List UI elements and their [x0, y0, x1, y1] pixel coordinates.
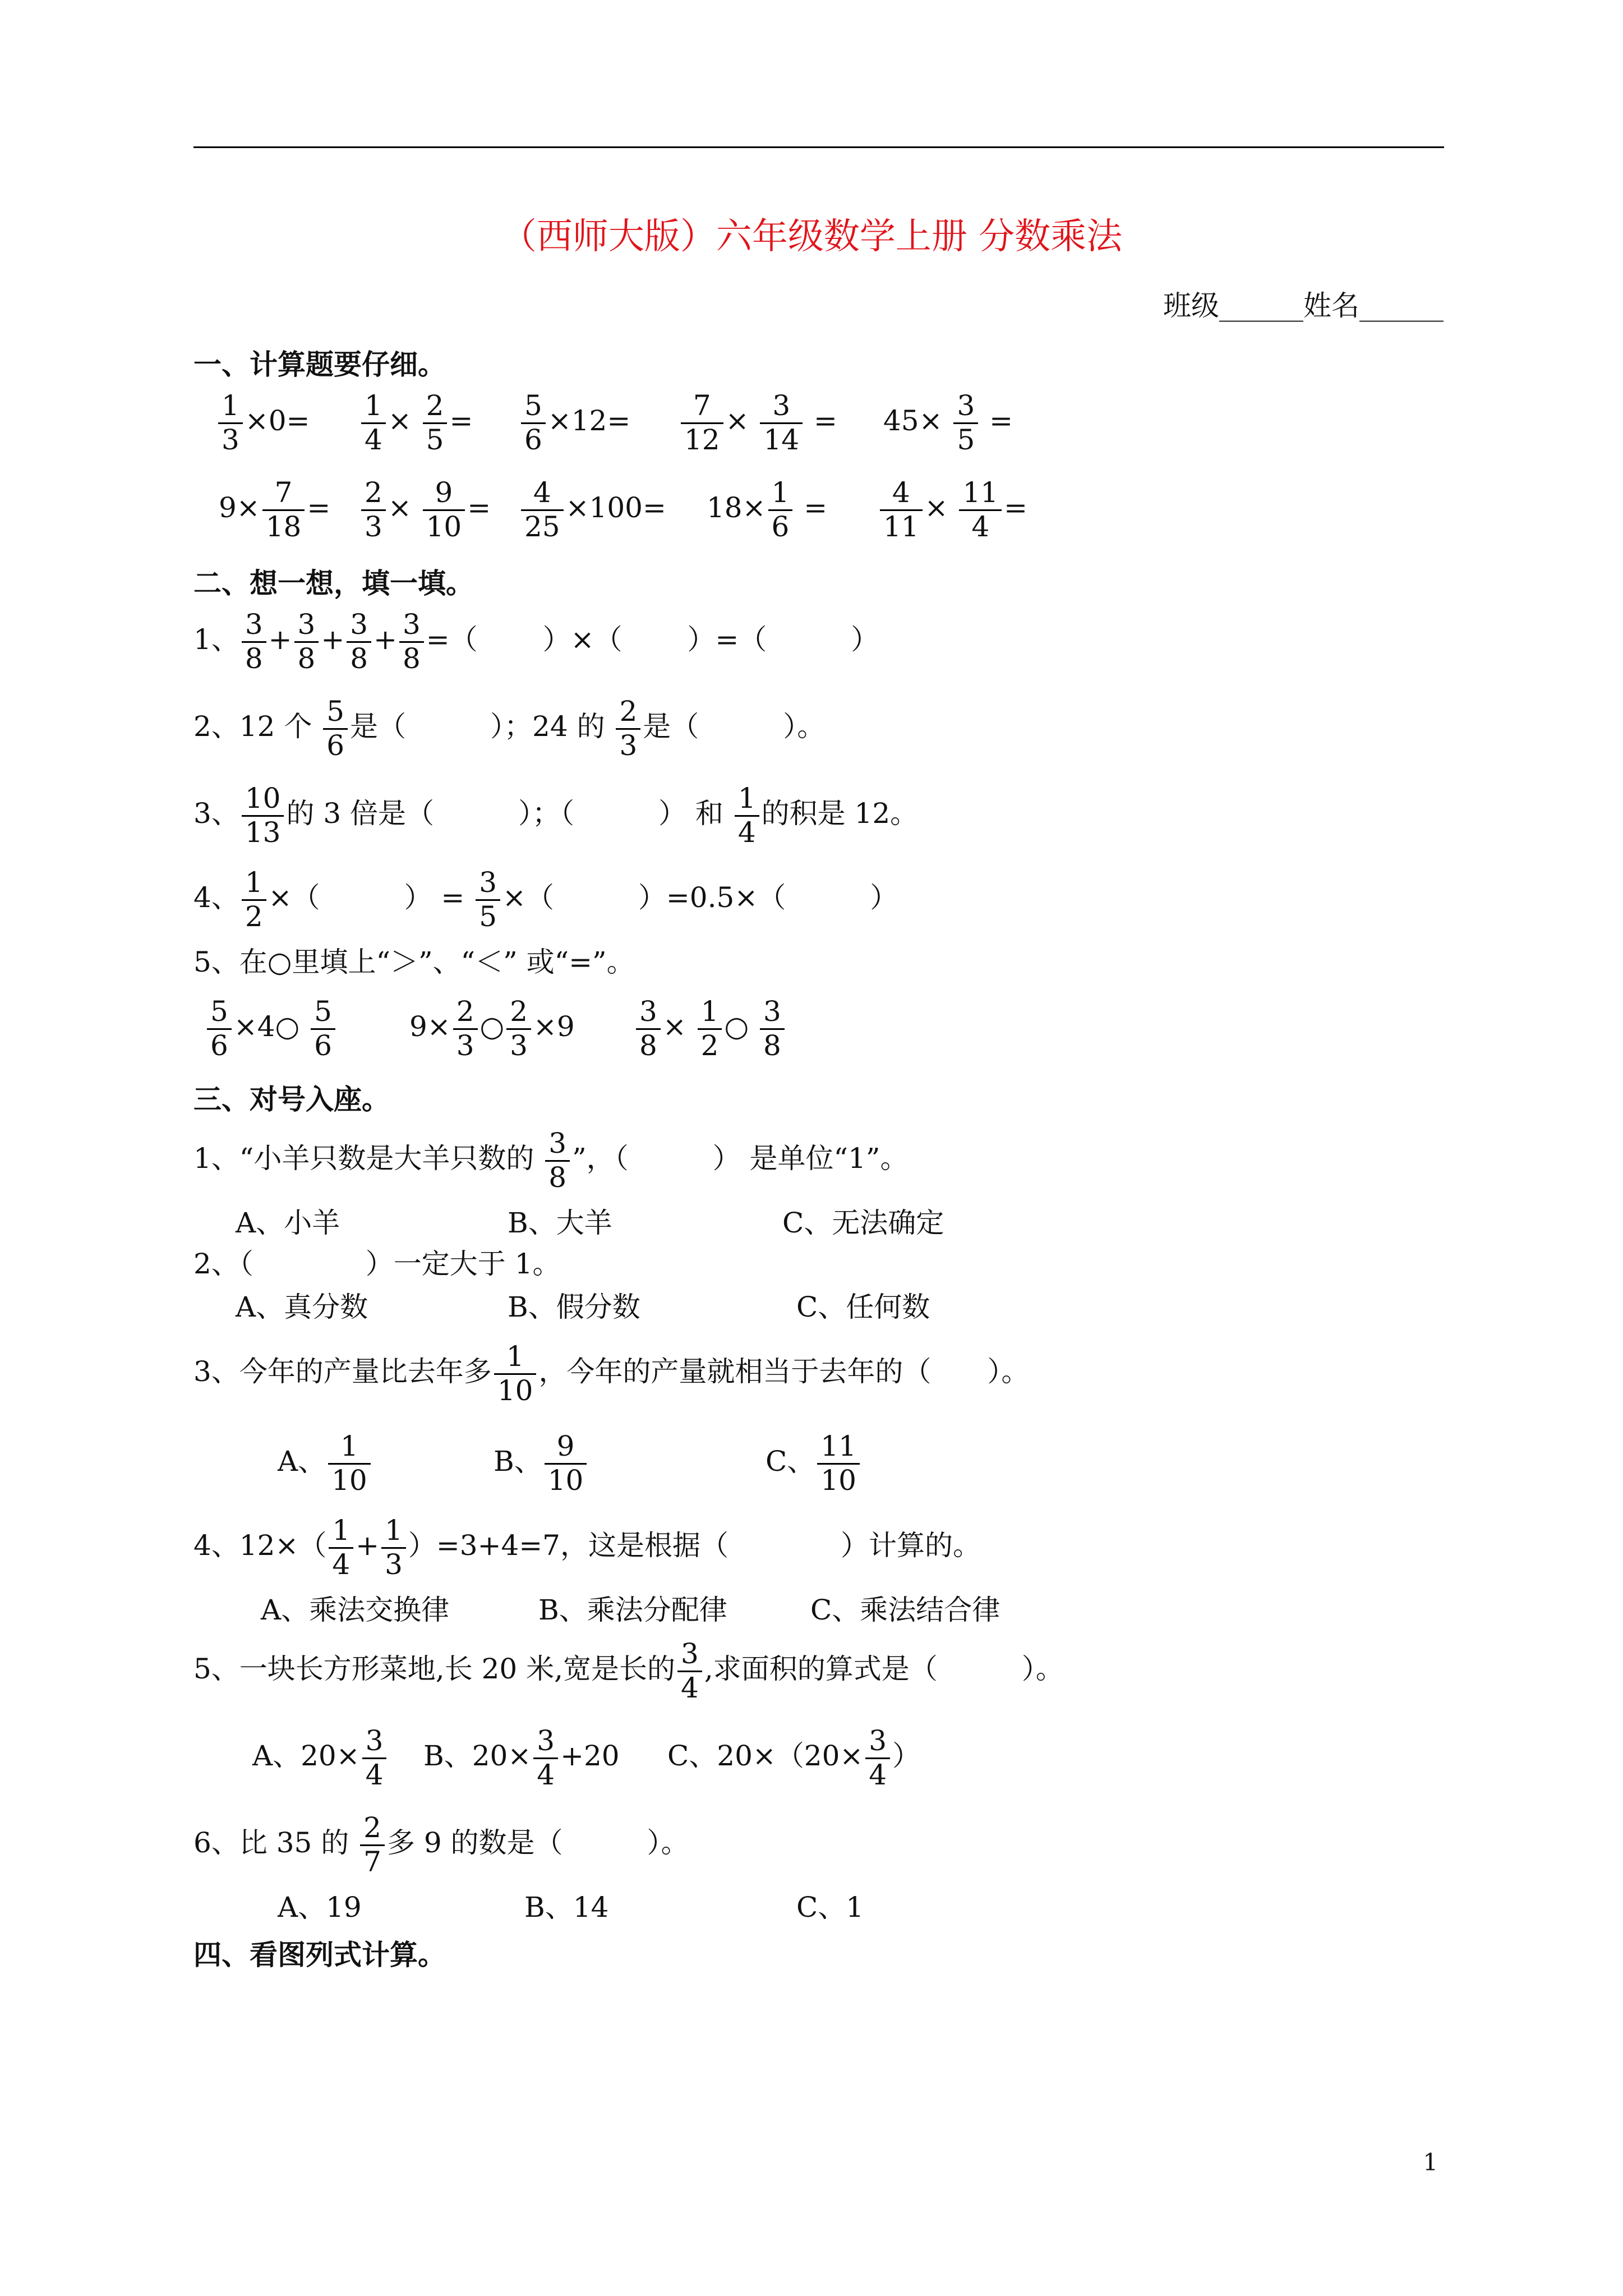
class-name-field[interactable]: 班级______姓名______	[1163, 289, 1444, 322]
fraction: $\frac{3}{4}$	[533, 1725, 558, 1791]
fraction: $\frac{3}{4}$	[677, 1638, 702, 1704]
calc-r2c2: $\frac{2}{3}$ × $\frac{9}{10}$ =	[359, 477, 491, 543]
choice-q3-opt-b[interactable]: B、 $\frac{9}{10}$	[494, 1430, 589, 1497]
choice-q4-opt-c[interactable]: C、乘法结合律	[810, 1594, 1000, 1626]
compare-c: $\frac{3}{8}$ × $\frac{1}{2}$ ○ $\frac{3}{8}$	[634, 996, 787, 1062]
fill-q5: 5、在○里填上“＞”、“＜” 或“=”。	[193, 946, 635, 978]
fraction: $\frac{7}{18}$	[262, 477, 305, 543]
choice-q5-opt-a[interactable]: A、20× $\frac{3}{4}$	[252, 1725, 389, 1791]
fraction: $\frac{3}{14}$	[760, 390, 803, 456]
section-3-heading: 三、对号入座。	[193, 1083, 390, 1116]
fraction: $\frac{11}{4}$	[959, 477, 1002, 543]
fraction: $\frac{1}{10}$	[328, 1430, 371, 1497]
choice-q1: 1、“小羊只数是大羊只数的 $\frac{3}{8}$ ”，（ ） 是单位“1”。	[193, 1127, 909, 1194]
calc-r1c3: $\frac{5}{6}$ ×12=	[519, 390, 630, 456]
section-2-heading: 二、想一想，填一填。	[193, 567, 474, 600]
choice-q2-opt-a[interactable]: A、真分数	[236, 1291, 368, 1323]
choice-q2-opt-c[interactable]: C、任何数	[796, 1291, 930, 1323]
fill-q2: 2、12 个 $\frac{5}{6}$ 是（ ）；24 的 $\frac{2}{3}$ 是（ ）。	[193, 695, 826, 762]
fraction: $\frac{5}{6}$	[521, 390, 546, 456]
section-4-heading: 四、看图列式计算。	[193, 1938, 446, 1971]
choice-q3-opt-a[interactable]: A、 $\frac{1}{10}$	[278, 1430, 373, 1497]
calc-r2c5: $\frac{4}{11}$ × $\frac{11}{4}$ =	[878, 477, 1027, 543]
choice-q1-opt-c[interactable]: C、无法确定	[782, 1207, 944, 1239]
compare-a: $\frac{5}{6}$ ×4○ $\frac{5}{6}$	[205, 996, 338, 1062]
fraction: $\frac{2}{5}$	[423, 390, 448, 456]
choice-q2-opt-b[interactable]: B、假分数	[508, 1291, 640, 1323]
fraction: $\frac{9}{10}$	[423, 477, 465, 543]
fraction: $\frac{11}{10}$	[817, 1430, 860, 1497]
page-title: （西师大版）六年级数学上册 分数乘法	[500, 216, 1123, 257]
fraction: $\frac{3}{8}$	[347, 609, 371, 675]
choice-q5-opt-b[interactable]: B、20× $\frac{3}{4}$ +20	[423, 1724, 620, 1791]
fraction: $\frac{1}{2}$	[242, 867, 266, 933]
fraction: $\frac{1}{10}$	[494, 1341, 537, 1407]
fraction: $\frac{2}{7}$	[360, 1812, 385, 1878]
choice-q6-opt-a[interactable]: A、19	[278, 1891, 362, 1924]
calc-r2c3: $\frac{4}{25}$ ×100=	[519, 477, 666, 543]
compare-b: 9× $\frac{2}{3}$ ○ $\frac{2}{3}$ ×9	[409, 995, 575, 1062]
fraction: $\frac{1}{6}$	[768, 477, 793, 543]
fraction: $\frac{5}{6}$	[207, 996, 232, 1062]
fraction: $\frac{3}{8}$	[636, 996, 661, 1062]
choice-q3-opt-c[interactable]: C、 $\frac{11}{10}$	[766, 1430, 862, 1497]
fraction: $\frac{4}{11}$	[880, 477, 923, 543]
fraction: $\frac{3}{4}$	[362, 1725, 387, 1791]
choice-q3: 3、今年的产量比去年多 $\frac{1}{10}$ ，今年的产量就相当于去年的（ ）。	[193, 1340, 1030, 1407]
fraction: $\frac{3}{5}$	[476, 867, 500, 933]
calc-r1c4: $\frac{7}{12}$ × $\frac{3}{14}$ =	[679, 390, 837, 456]
choice-q6: 6、比 35 的 $\frac{2}{7}$ 多 9 的数是（ ）。	[193, 1811, 689, 1878]
fraction: $\frac{1}{4}$	[735, 783, 759, 849]
choice-q4-opt-a[interactable]: A、乘法交换律	[261, 1594, 450, 1626]
choice-q6-opt-c[interactable]: C、1	[796, 1891, 864, 1924]
fraction: $\frac{1}{2}$	[698, 996, 722, 1062]
fraction: $\frac{3}{4}$	[865, 1725, 890, 1791]
choice-q2: 2、（ ）一定大于 1。	[193, 1248, 561, 1280]
calc-r2c4: 18× $\frac{1}{6}$ =	[707, 476, 828, 543]
fraction: $\frac{10}{13}$	[242, 783, 284, 849]
choice-q6-opt-b[interactable]: B、14	[524, 1891, 609, 1924]
fraction: $\frac{3}{5}$	[953, 390, 978, 456]
choice-q5: 5、一块长方形菜地,长 20 米,宽是长的 $\frac{3}{4}$ ,求面积的算式是（ ）。	[193, 1637, 1064, 1704]
top-rule	[193, 146, 1444, 148]
choice-q4: 4、12×（ $\frac{1}{4}$ + $\frac{1}{3}$ ）=3+4=7，这是根据（ ）计算的。	[193, 1514, 981, 1581]
calc-r1c2: $\frac{1}{4}$ × $\frac{2}{5}$ =	[359, 390, 473, 456]
section-1-heading: 一、计算题要仔细。	[193, 348, 446, 381]
choice-q1-opt-a[interactable]: A、小羊	[236, 1207, 340, 1239]
fraction: $\frac{3}{8}$	[760, 996, 785, 1062]
fraction: $\frac{4}{25}$	[521, 477, 564, 543]
page-number: 1	[1423, 2148, 1438, 2176]
fraction: $\frac{1}{3}$	[381, 1515, 406, 1581]
choice-q1-opt-b[interactable]: B、大羊	[508, 1207, 612, 1239]
fraction: $\frac{5}{6}$	[311, 996, 335, 1062]
fraction: $\frac{2}{3}$	[506, 996, 531, 1062]
fraction: $\frac{2}{3}$	[361, 477, 386, 543]
fill-q3: 3、 $\frac{10}{13}$ 的 3 倍是（ ）；（ ） 和 $\frac{1}{4}$ 的积是 12。	[193, 782, 919, 849]
fraction: $\frac{3}{8}$	[294, 609, 319, 675]
fraction: $\frac{3}{8}$	[242, 609, 266, 675]
fraction: $\frac{2}{3}$	[453, 996, 478, 1062]
fraction: $\frac{2}{3}$	[616, 696, 640, 762]
fraction: $\frac{1}{4}$	[361, 390, 386, 456]
fill-q4: 4、 $\frac{1}{2}$ ×（ ） = $\frac{3}{5}$ ×（ ）=0.5×（ ）	[193, 866, 898, 933]
fraction: $\frac{3}{8}$	[399, 609, 424, 675]
fraction: $\frac{1}{4}$	[329, 1515, 353, 1581]
fraction: $\frac{7}{12}$	[681, 390, 723, 456]
choice-q4-opt-b[interactable]: B、乘法分配律	[538, 1594, 727, 1626]
calc-r1c1: $\frac{1}{3}$ ×0=	[216, 390, 310, 456]
calc-r2c1: 9× $\frac{7}{18}$ =	[219, 476, 331, 543]
calc-r1c5: 45× $\frac{3}{5}$ =	[883, 389, 1013, 456]
fraction: $\frac{1}{3}$	[218, 390, 243, 456]
fraction: $\frac{9}{10}$	[545, 1430, 587, 1497]
fraction: $\frac{5}{6}$	[323, 696, 348, 762]
choice-q5-opt-c[interactable]: C、20×（20× $\frac{3}{4}$ ）	[667, 1724, 921, 1791]
fraction: $\frac{3}{8}$	[545, 1128, 570, 1194]
fill-q1: 1、 $\frac{3}{8}$ + $\frac{3}{8}$ + $\frac{3}{8}$ + $\frac{3}{8}$ =（ ）×（ ）=（ ）	[193, 608, 879, 675]
